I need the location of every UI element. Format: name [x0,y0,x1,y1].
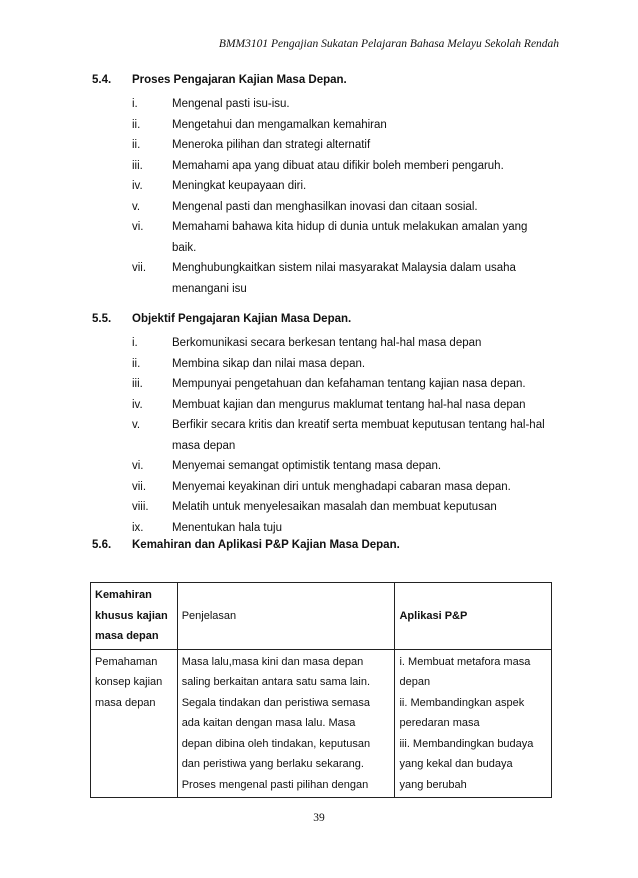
header-line: khusus kajian [95,609,168,622]
cell-line: Pemahaman [95,655,158,668]
list-item [92,94,562,115]
cell-line: depan dibina oleh tindakan, keputusan [181,737,371,750]
table-row [91,649,552,798]
list-item-line: Mengenal pasti dan menghasilkan inovasi dan citaan sosial. [172,200,478,213]
list-item-number: iii. [132,378,143,390]
list-item [92,477,562,498]
list-item [92,518,562,539]
table-cell [177,649,395,798]
table-cell [395,649,552,798]
list-item-text [172,156,512,177]
list-item-line: masa depan [172,439,236,452]
list-item [92,197,562,218]
header-line: Penjelasan [181,609,237,622]
list-item-line: Mengetahui dan mengamalkan kemahiran [172,118,387,131]
list-item-line: Mempunyai pengetahuan dan kefahaman tentang kajian nasa depan. [172,378,526,390]
section-title: Kemahiran dan Aplikasi P&P Kajian Masa Depan. [132,539,400,551]
list-item-text [172,456,512,477]
list-item-number: i. [132,337,138,349]
list-item-line: Berfikir secara kritis dan kreatif serta membuat keputusan tentang hal-hal [172,419,545,431]
list-item-text [172,497,512,518]
table-header-cell [395,583,552,650]
list-item-line: Membuat kajian dan mengurus maklumat tentang hal-hal nasa depan [172,398,526,411]
section-title: Objektif Pengajaran Kajian Masa Depan. [132,313,352,325]
list-item-text [172,115,512,136]
skills-table [90,582,552,798]
list-item-number: vi. [132,221,144,233]
cell-line: depan [399,676,431,688]
list-item-number: iv. [132,398,143,411]
cell-line: saling berkaitan antara satu sama lain. [181,676,371,688]
list-item-line: Meneroka pilihan dan strategi alternatif [172,139,371,151]
list-item [92,258,562,299]
list-item [92,176,562,197]
list-item-line: menangani isu [172,282,247,295]
list-item-line: Memahami apa yang dibuat atau difikir boleh memberi pengaruh. [172,159,504,172]
list-item-number: iii. [132,159,143,172]
list-item-number: v. [132,200,141,213]
list-item-line: Mengenal pasti isu-isu. [172,98,290,110]
cell-line: yang kekal dan budaya [399,758,513,770]
list-item-number: v. [132,419,141,431]
list-item-number: vii. [132,480,147,493]
list-item-number: ii. [132,139,141,151]
section-number: 5.4. [92,74,112,86]
list-item-line: Meningkat keupayaan diri. [172,180,307,192]
header-line: masa depan [95,630,159,642]
header-line: Aplikasi P&P [399,609,468,622]
list-item [92,456,562,477]
skills-table-wrapper [90,582,552,798]
cell-line: iii. Membandingkan budaya [399,737,534,750]
cell-line: ada kaitan dengan masa lalu. Masa [181,717,356,729]
cell-line: masa depan [95,696,156,709]
list-item [92,217,562,258]
cell-line: Masa lalu,masa kini dan masa depan [181,655,364,668]
list-item-number: iv. [132,180,143,192]
list-item [92,333,562,354]
list-item-line: Menentukan hala tuju [172,521,282,534]
page-number: 39 [313,812,325,824]
list-item-text [172,135,512,156]
list-item-text [172,354,512,375]
section-heading [92,74,562,94]
list-item-text [172,477,512,498]
list-item-line: Memahami bahawa kita hidup di dunia untuk melakukan amalan yang [172,221,528,233]
cell-line: Segala tindakan dan peristiwa semasa [181,696,371,709]
list-item-number: vii. [132,262,147,274]
list-item-text [172,94,512,115]
list-item [92,115,562,136]
section-5-4 [92,74,562,299]
list-item-text [172,518,512,539]
section-5-5 [92,313,562,538]
section-heading [92,313,562,333]
table-body [91,649,552,798]
list-item-text [172,197,512,218]
list-item-text [172,415,545,456]
list-item [92,135,562,156]
header-line: Kemahiran [95,589,152,601]
list-item-line: Membina sikap dan nilai masa depan. [172,357,366,370]
list-item-number: viii. [132,501,149,513]
section-5-6 [92,539,562,559]
section-title: Proses Pengajaran Kajian Masa Depan. [132,74,347,86]
list-item [92,354,562,375]
list-item-text [172,395,526,416]
section-number: 5.5. [92,313,112,325]
list-item-text [172,258,516,299]
list-item-line: baik. [172,241,197,254]
list-item-text [172,333,512,354]
list-item-number: ii. [132,118,141,131]
list-item-text [172,374,526,395]
list-item [92,415,562,456]
section-heading [92,539,562,559]
cell-line: dan peristiwa yang berlaku sekarang. [181,758,364,770]
cell-line: konsep kajian [95,676,163,688]
list-item [92,497,562,518]
list-item [92,156,562,177]
list-item-line: Menyemai semangat optimistik tentang masa depan. [172,460,442,472]
list-item-number: vi. [132,460,144,472]
table-cell [91,649,178,798]
list-item-number: i. [132,98,138,110]
list-item-line: Melatih untuk menyelesaikan masalah dan membuat keputusan [172,501,497,513]
list-item-text [172,176,512,197]
list-item [92,395,562,416]
cell-line: yang berubah [399,778,467,791]
table-header-cell [177,583,395,650]
cell-line: ii. Membandingkan aspek [399,696,525,709]
cell-line: peredaran masa [399,717,480,729]
list-item [92,374,562,395]
list-item-number: ix. [132,521,144,534]
running-header: BMM3101 Pengajian Sukatan Pelajaran Bahasa Melayu Sekolah Rendah [218,38,560,50]
cell-line: i. Membuat metafora masa [399,655,531,668]
list-item-number: ii. [132,357,141,370]
cell-line: Proses mengenal pasti pilihan dengan [181,778,369,791]
table-header-cell [91,583,178,650]
list-item-line: Menyemai keyakinan diri untuk menghadapi cabaran masa depan. [172,480,511,493]
list-item-line: Berkomunikasi secara berkesan tentang hal-hal masa depan [172,337,482,349]
list-item-text [172,217,528,258]
list-item-line: Menghubungkaitkan sistem nilai masyarakat Malaysia dalam usaha [172,262,516,274]
section-number: 5.6. [92,539,112,551]
table-header-row [91,583,552,650]
